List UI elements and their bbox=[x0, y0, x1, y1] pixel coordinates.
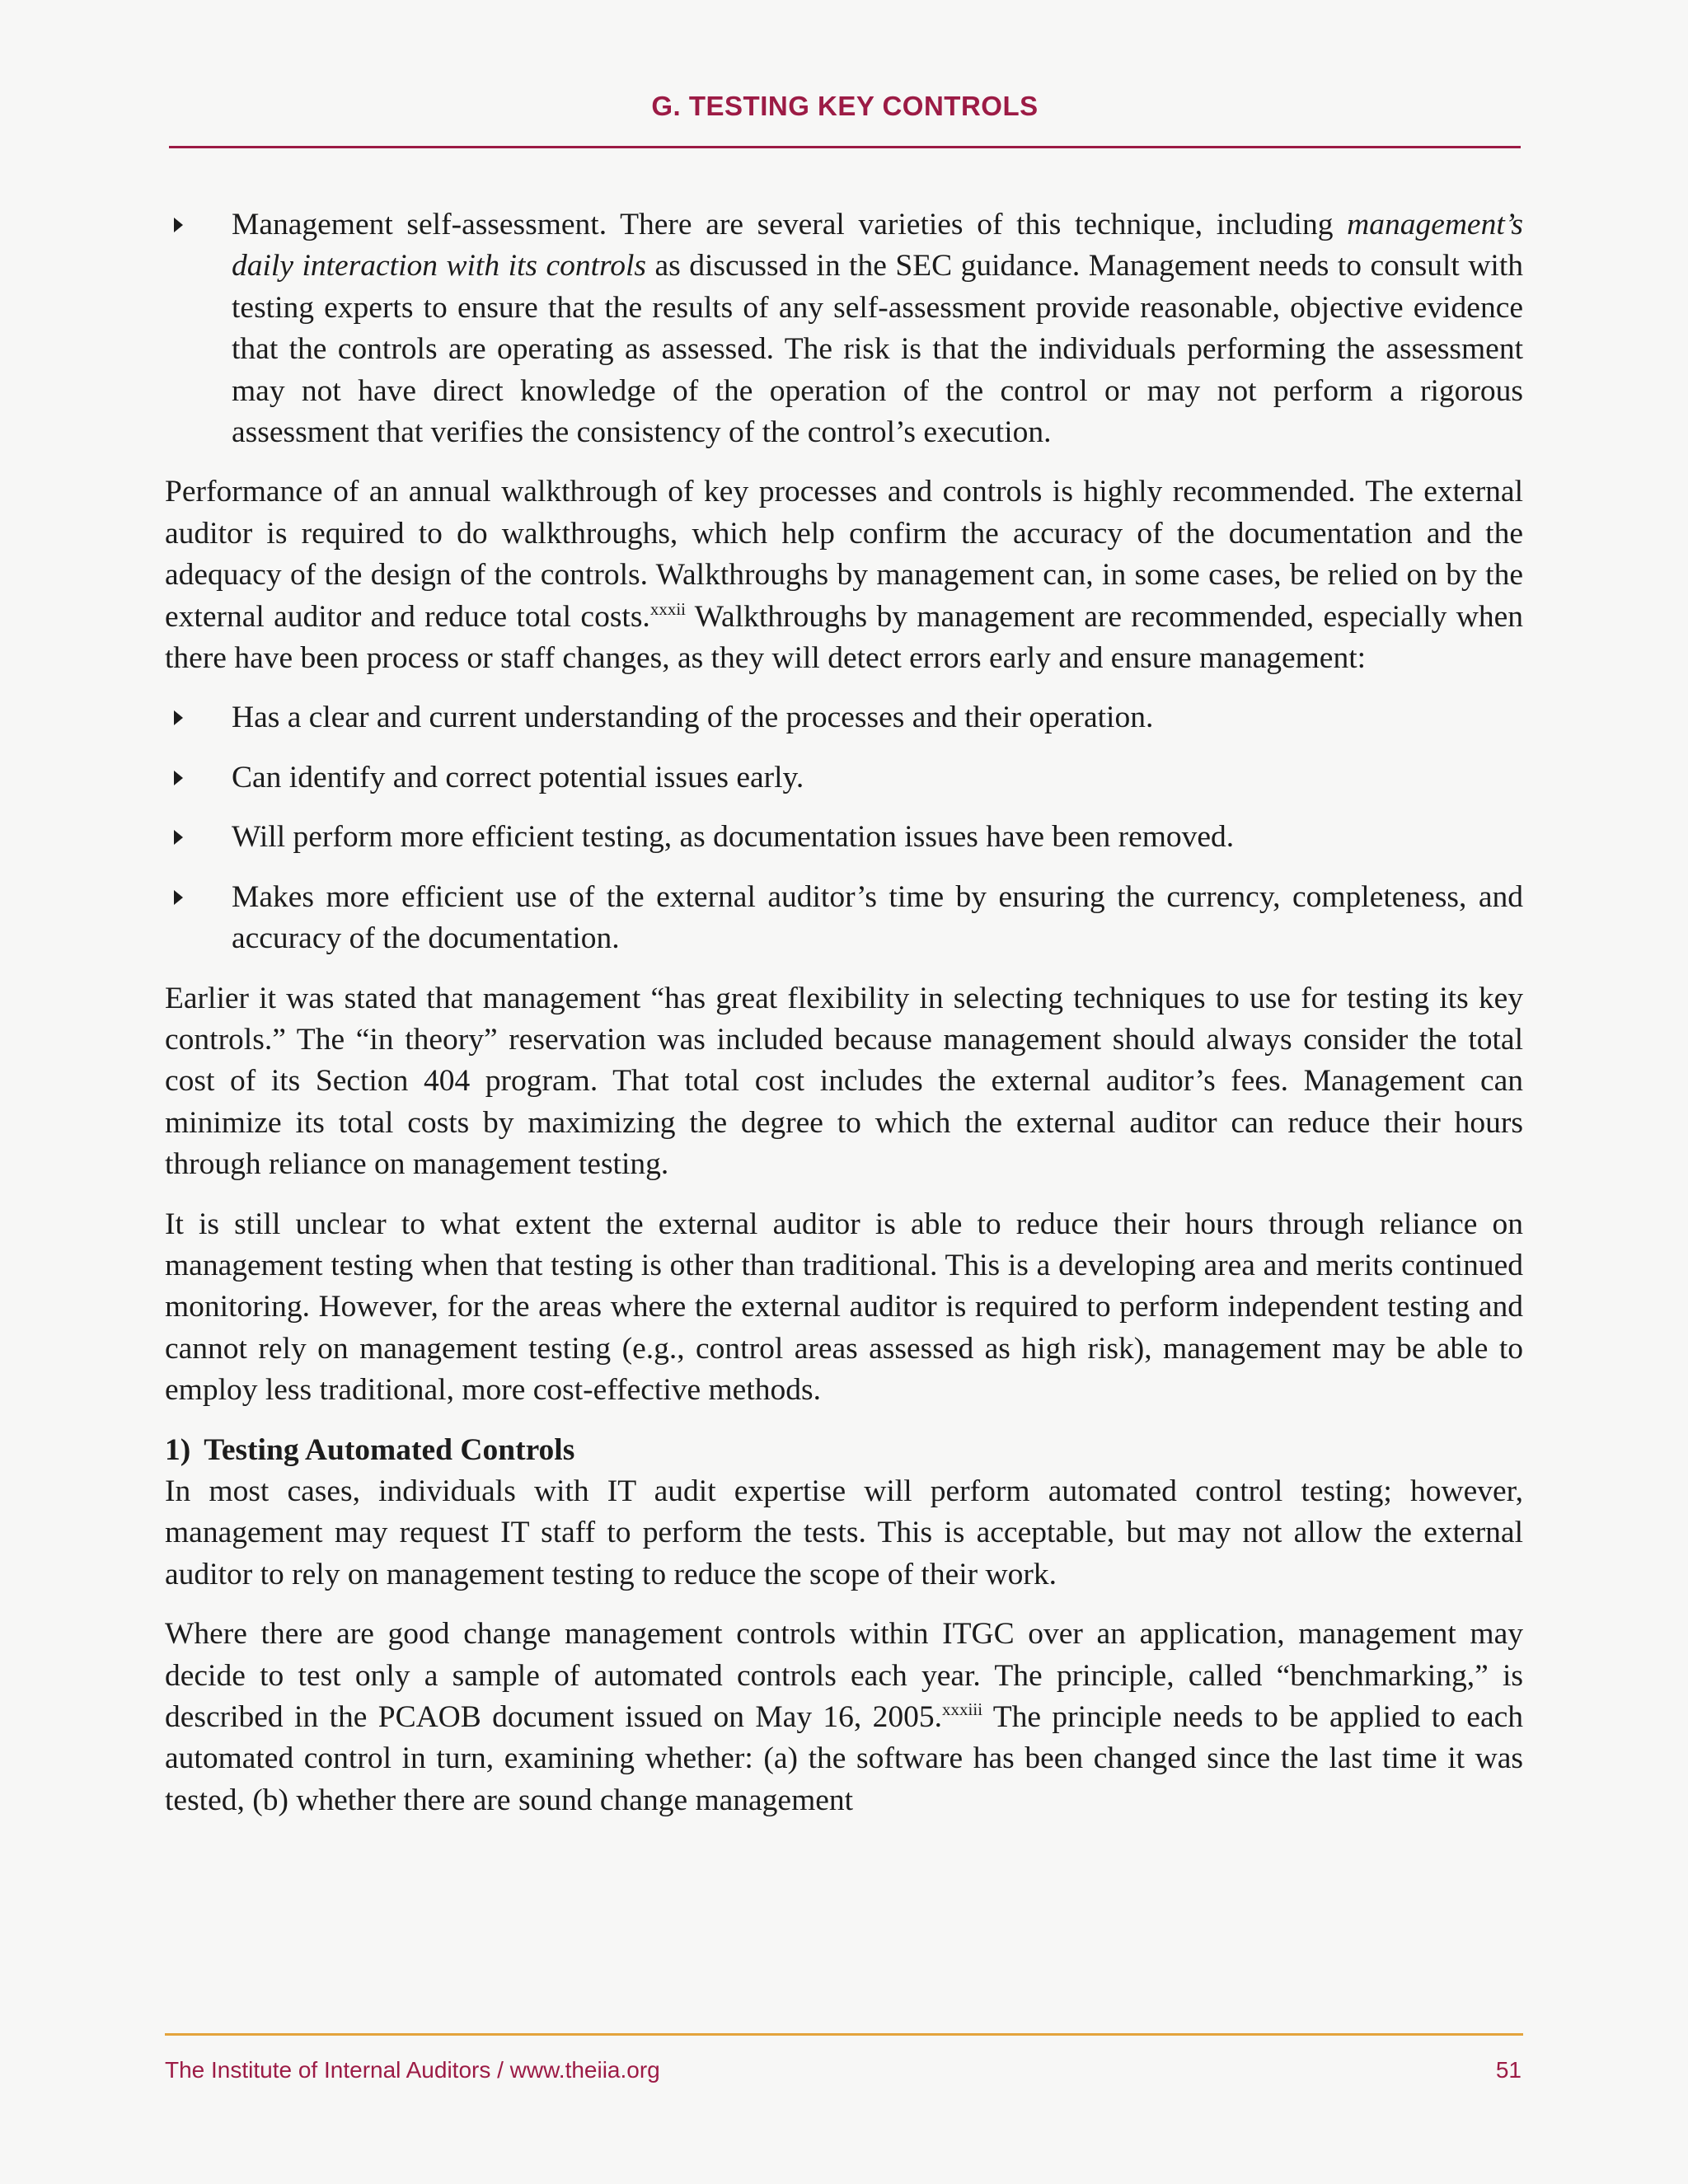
bullet-text: Can identify and correct potential issues early. bbox=[232, 760, 804, 794]
page-number: 51 bbox=[1495, 2057, 1522, 2083]
paragraph-unclear-extent: It is still unclear to what extent the external auditor is able to reduce their hours through reliance on management testing when that testing is other than traditional. This is a developing area and merits continued monitoring. However, for the areas where the external auditor is required to perform independent testing and cannot rely on management testing (e.g., control areas assessed as high risk), management may be able to employ less traditional, more cost-effective methods. bbox=[165, 1207, 1523, 1408]
bullet-arrow-icon bbox=[174, 710, 183, 725]
bullet-identify-issues bbox=[165, 757, 1523, 799]
header-rule bbox=[169, 146, 1521, 148]
bullet-management-self-assessment bbox=[165, 204, 1523, 453]
bullet-arrow-icon bbox=[174, 830, 183, 845]
endnote-marker: xxxii bbox=[649, 598, 686, 619]
bullet-arrow-icon bbox=[174, 890, 183, 905]
bullet-text: Will perform more efficient testing, as documentation issues have been removed. bbox=[232, 820, 1235, 855]
bullet-efficient-testing bbox=[165, 817, 1523, 858]
bullet-text: Has a clear and current understanding of the processes and their operation. bbox=[232, 701, 1154, 735]
page-content bbox=[165, 204, 1523, 1840]
bullet-arrow-icon bbox=[174, 771, 183, 785]
bullet-auditor-time bbox=[165, 877, 1523, 960]
bullet-clear-understanding bbox=[165, 697, 1523, 738]
running-header-title: G. TESTING KEY CONTROLS bbox=[651, 91, 1039, 121]
emphasized-phrase: management’s daily interaction with its controls bbox=[232, 208, 1523, 284]
footer-source: The Institute of Internal Auditors / www.theiia.org bbox=[165, 2057, 660, 2083]
paragraph-flexibility: Earlier it was stated that management “has great flexibility in selecting techniques to use for testing its key controls.” The “in theory” reservation was included because management should always consider the total cost of its Section 404 program. That total cost includes the external auditor’s fees. Management can minimize its total costs by maximizing the degree to which the external auditor can reduce their hours through reliance on management testing. bbox=[165, 981, 1523, 1182]
endnote-marker: xxxiii bbox=[942, 1699, 983, 1719]
paragraph-benchmarking: Where there are good change management controls within ITGC over an application, management may decide to test only a sample of automated controls each year. The principle, called “benchmarking,” is described in the PCAOB document issued on May 16, 2005.$^{xxxiii}$ The principle needs to be applied to each automated control in turn, examining whether: (a) the software has been changed since the last time it was tested, (b) whether there are sound change management bbox=[165, 1617, 1523, 1817]
bullet-arrow-icon bbox=[174, 218, 183, 232]
footer-rule bbox=[165, 2033, 1523, 2036]
section-number: 1) bbox=[165, 1432, 191, 1467]
section-title: Testing Automated Controls bbox=[204, 1432, 575, 1467]
paragraph-automated-testing: In most cases, individuals with IT audit expertise will perform automated control testing; however, management may request IT staff to perform the tests. This is acceptable, but may not allow the external auditor to rely on management testing to reduce the scope of their work. bbox=[165, 1474, 1523, 1591]
section-heading bbox=[165, 1430, 1523, 1471]
bullet-text: Management self-assessment. There are several varieties of this technique, including management’s daily interaction with its controls as discussed in the SEC guidance. Management needs to consult with testing experts to ensure that the results of any self-assessment provide reasonable, objective evidence that the controls are operating as assessed. The risk is that the individuals performing the assessment may not have direct knowledge of the operation of the control or may not perform a rigorous assessment that verifies the consistency of the control’s execution. bbox=[232, 208, 1523, 450]
bullet-text: Makes more efficient use of the external auditor’s time by ensuring the currency, completeness, and accuracy of the documentation. bbox=[232, 879, 1523, 956]
paragraph-walkthrough: Performance of an annual walkthrough of key processes and controls is highly recommended. The external auditor is required to do walkthroughs, which help confirm the accuracy of the documentation and the adequacy of the design of the controls. Walkthroughs by management can, in some cases, be relied on by the external auditor and reduce total costs.$^{xxxii}$ Walkthroughs by management are recommended, especially when there have been process or staff changes, as they will detect errors early and ensure management: bbox=[165, 475, 1523, 676]
